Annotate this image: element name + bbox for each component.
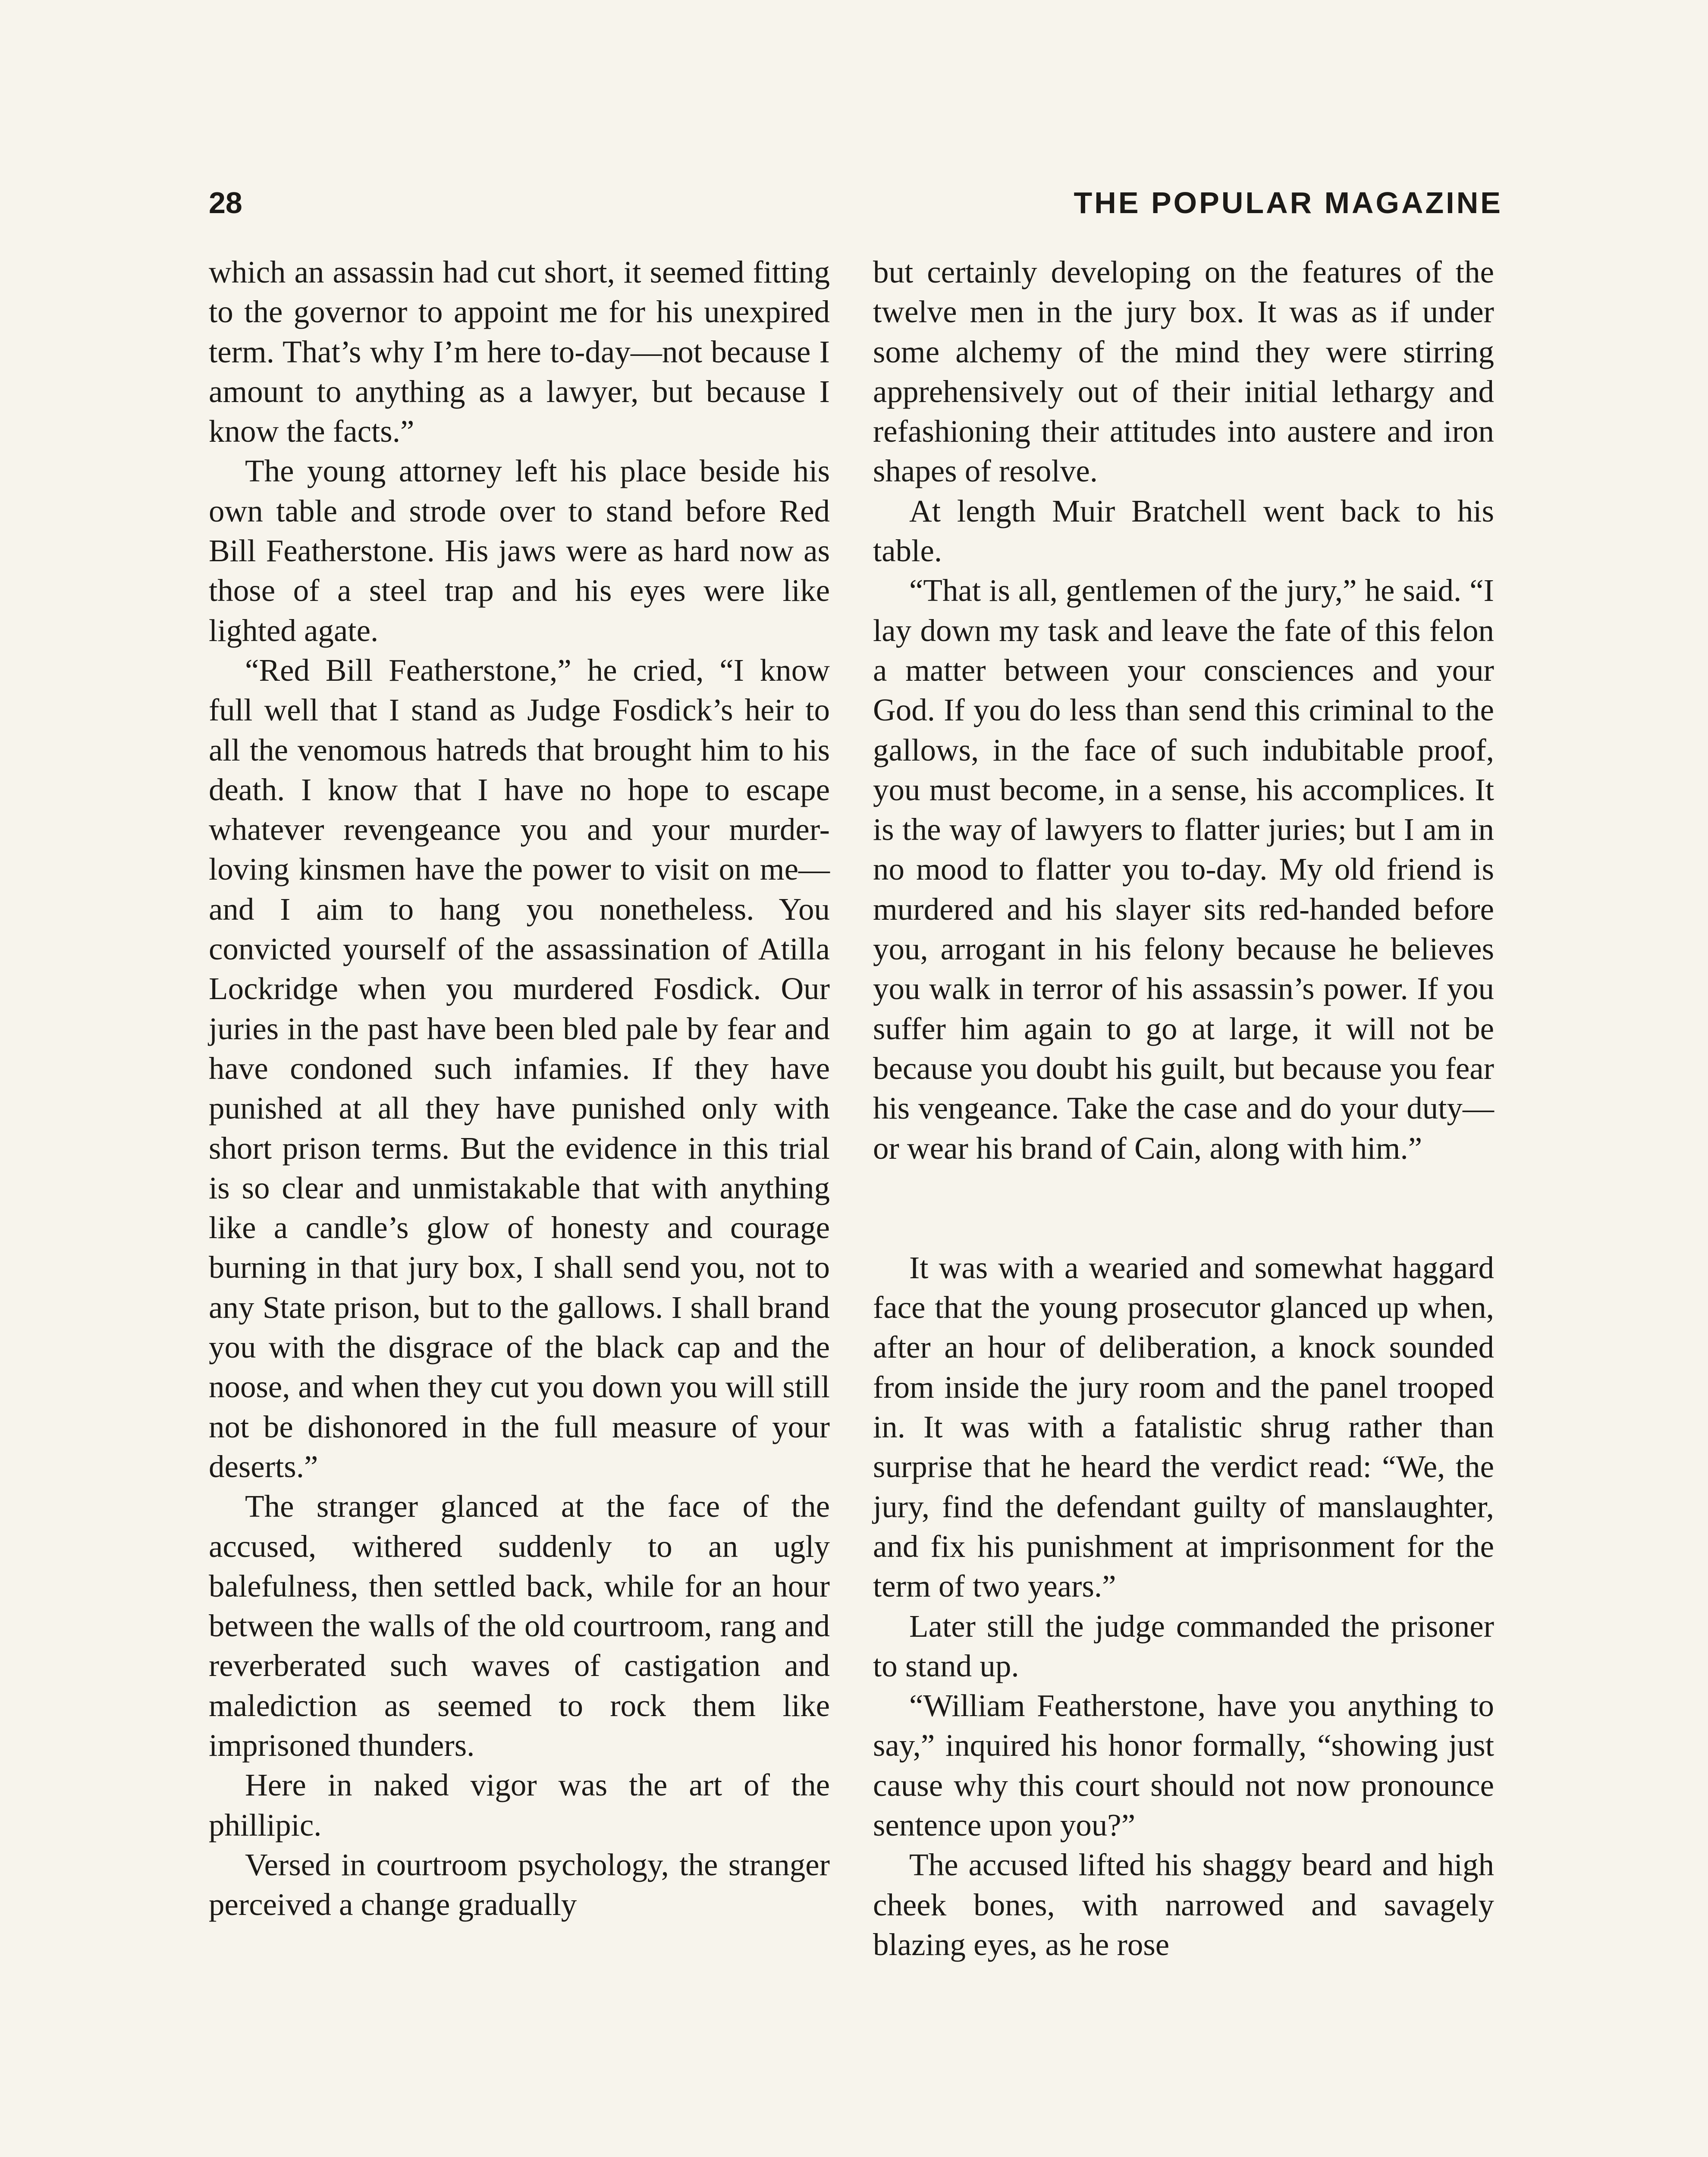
paragraph: “Red Bill Featherstone,” he cried, “I know full well that I stand as Judge Fosdick’s heir to all the venomous hatreds that brought him to his death. I know that I have no hope to escape whatever revengeance you and your murder-loving kinsmen have the power to visit on me—and I aim to hang you nonetheless. You convicted yourself of the assassination of Atilla Lockridge when you murdered Fosdick. Our juries in the past have been bled pale by fear and have condoned such infamies. If they have punished at all they have punished only with short prison terms. But the evidence in this trial is so clear and unmistakable that with anything like a candle’s glow of honesty and courage burning in that jury box, I shall send you, not to any State prison, but to the gallows. I shall brand you with the disgrace of the black cap and the noose, and when they cut you down you will still not be dishonored in the full measure of your deserts.” — [209, 652, 830, 1484]
left-column — [209, 252, 830, 1924]
paragraph: “That is all, gentlemen of the jury,” he said. “I lay down my task and leave the fate of this felon a matter between your consciences and your God. If you do less than send this criminal to the gallows, in the face of such indubitable proof, you must become, in a sense, his accomplices. It is the way of lawyers to flatter juries; but I am in no mood to flatter you to-day. My old friend is murdered and his slayer sits red-handed before you, arrogant in his felony because he believes you walk in terror of his assassin’s power. If you suffer him again to go at large, it will not be because you doubt his guilt, but because you fear his vengeance. Take the case and do your duty—or wear his brand of Cain, along with him.” — [873, 573, 1494, 1166]
paragraph: but certainly developing on the features of the twelve men in the jury box. It was as if under some alchemy of the mind they were stirring apprehensively out of their initial lethargy and refashioning their attitudes into austere and iron shapes of resolve. — [873, 255, 1494, 489]
section-break — [873, 1168, 1494, 1248]
right-column — [873, 252, 1494, 1965]
paragraph: It was with a wearied and somewhat haggard face that the young prosecutor glanced up when, after an hour of deliberation, a knock sounded from inside the jury room and the panel trooped in. It was with a fatalistic shrug rather than surprise that he heard the verdict read: “We, the jury, find the defendant guilty of manslaughter, and fix his punishment at imprisonment for the term of two years.” — [873, 1250, 1494, 1604]
paragraph: The young attorney left his place beside his own table and strode over to stand before Red Bill Featherstone. His jaws were as hard now as those of a steel trap and his eyes were like lighted agate. — [209, 453, 830, 648]
running-header — [209, 181, 1503, 233]
paragraph: The stranger glanced at the face of the accused, withered suddenly to an ugly balefulness, then settled back, while for an hour between the walls of the old courtroom, rang and reverberated such waves of castigation and malediction as seemed to rock them like imprisoned thunders. — [209, 1489, 830, 1763]
paragraph: At length Muir Bratchell went back to his table. — [873, 493, 1494, 569]
paragraph: which an assassin had cut short, it seemed fitting to the governor to appoint me for his unexpired term. That’s why I’m here to-day—not because I amount to anything as a lawyer, but because I know the facts.” — [209, 255, 830, 449]
paragraph: Here in naked vigor was the art of the phillipic. — [209, 1767, 830, 1843]
paragraph: The accused lifted his shaggy beard and high cheek bones, with narrowed and savagely blazing eyes, as he rose — [873, 1847, 1494, 1962]
magazine-title: THE POPULAR MAGAZINE — [1074, 186, 1503, 220]
paragraph: “William Featherstone, have you anything to say,” inquired his honor formally, “showing just cause why this court should not now pronounce sentence upon you?” — [873, 1688, 1494, 1843]
paragraph: Later still the judge commanded the prisoner to stand up. — [873, 1608, 1494, 1683]
paragraph: Versed in courtroom psychology, the stranger perceived a change gradually — [209, 1847, 830, 1922]
page-number: 28 — [209, 186, 242, 220]
